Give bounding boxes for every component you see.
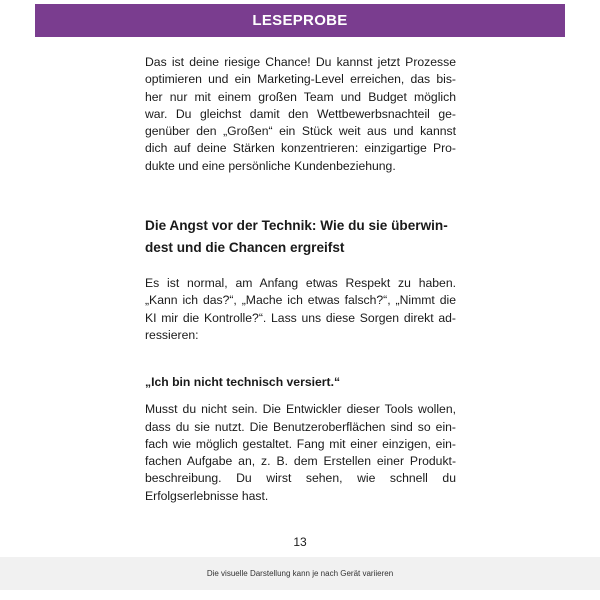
text-line: optimieren und ein Marketing-Level erreichen, das bis- bbox=[145, 72, 456, 87]
footer-bar bbox=[0, 557, 600, 590]
text-line: Erfolgserlebnisse hast. bbox=[145, 488, 269, 503]
heading-line: dest und die Chancen ergreifst bbox=[145, 240, 345, 256]
text-line: her nur mit einem großen Team und Budget möglich bbox=[145, 89, 456, 104]
page-content bbox=[145, 50, 456, 505]
subheading-quote: „Ich bin nicht technisch versiert.“ bbox=[145, 375, 341, 390]
banner-title: LESEPROBE bbox=[252, 12, 348, 29]
text-line: war. Du gleichst damit den Wettbewerbsnachteil ge- bbox=[145, 106, 456, 121]
text-line: dass du sie nutzt. Die Benutzeroberflächen sind so ein- bbox=[145, 419, 456, 434]
text-line: ressieren: bbox=[145, 327, 199, 342]
section-heading bbox=[145, 215, 456, 259]
paragraph-answer bbox=[145, 401, 456, 505]
text-line: Das ist deine riesige Chance! Du kannst jetzt Prozesse bbox=[145, 55, 456, 69]
text-line: dich auf deine Stärken konzentrieren: einzigartige Pro- bbox=[145, 141, 456, 156]
text-line: genüber den „Großen“ ein Stück weit aus und kannst bbox=[145, 124, 456, 139]
text-line: Es ist normal, am Anfang etwas Respekt zu haben. bbox=[145, 276, 456, 291]
page-number: 13 bbox=[293, 535, 307, 549]
text-line: beschreibung. Du wirst sehen, wie schnell du bbox=[145, 471, 456, 486]
text-line: dukte und eine persönliche Kundenbeziehung. bbox=[145, 158, 396, 173]
leseprobe-banner bbox=[35, 4, 565, 37]
text-line: fach wie möglich gestaltet. Fang mit einer einzigen, ein- bbox=[145, 436, 456, 451]
paragraph-intro bbox=[145, 54, 456, 175]
footer-note: Die visuelle Darstellung kann je nach Gerät variieren bbox=[206, 569, 394, 578]
paragraph-respect bbox=[145, 275, 456, 344]
text-line: fachen Aufgabe an, z. B. dem Erstellen einer Produkt- bbox=[145, 454, 456, 469]
heading-line: Die Angst vor der Technik: Wie du sie überwin- bbox=[145, 218, 448, 234]
text-line: KI mir die Kontrolle?“. Lass uns diese Sorgen direkt ad- bbox=[145, 310, 456, 325]
text-line: „Kann ich das?“, „Mache ich etwas falsch?“, „Nimmt die bbox=[145, 293, 456, 308]
text-line: Musst du nicht sein. Die Entwickler dieser Tools wollen, bbox=[145, 402, 456, 417]
